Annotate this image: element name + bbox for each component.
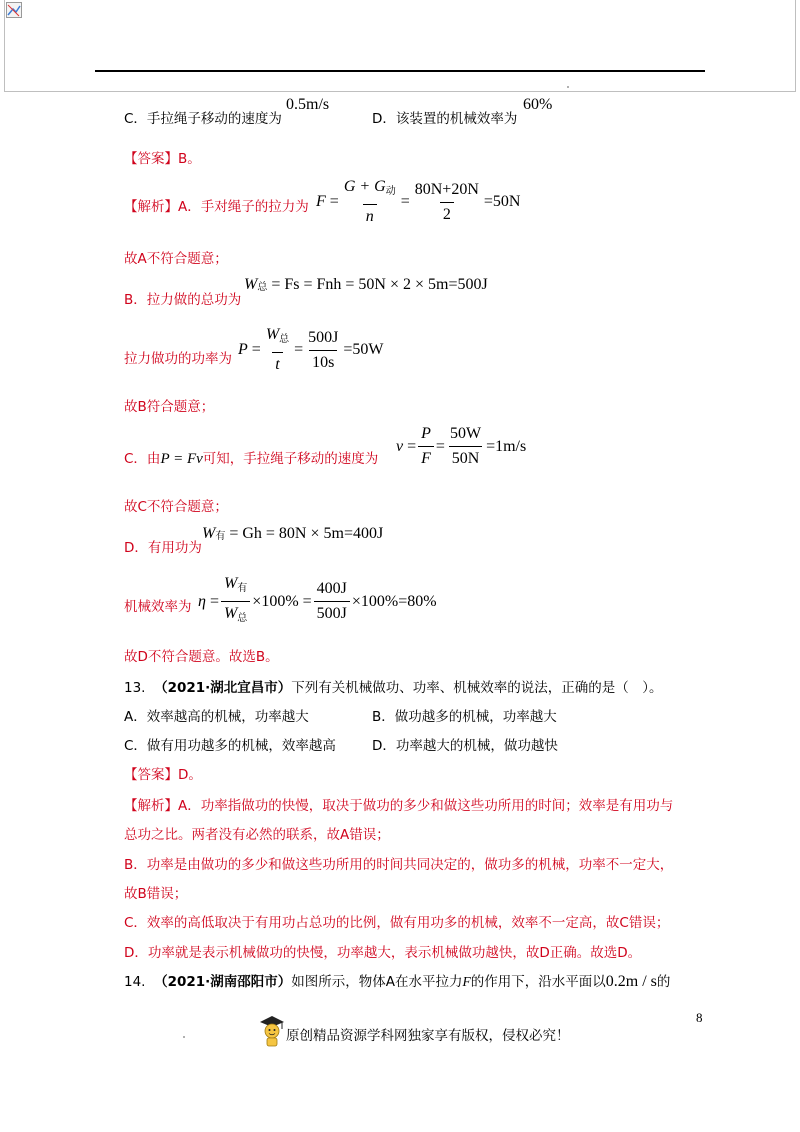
q13-analysis-line4: 故B错误； [124, 886, 188, 902]
q12-answer: 【答案】B。 [124, 151, 201, 167]
q12-analysis-a-equation: F = $\frac{G + G_动}{n}$ = $\frac{80N+20N}{2}$ =50N [316, 178, 521, 225]
q13-option-c: C．做有用功越多的机械，效率越高 [124, 738, 336, 754]
q12-analysis-d-equation: W 有 = Gh = 80N × 5m=400J [202, 525, 384, 542]
q12-analysis-c-conclusion: 故C不符合题意； [124, 499, 228, 515]
broken-image-icon [6, 2, 22, 18]
q14-stem: 14. （2021·湖南邵阳市）如图所示，物体A在水平拉力F的作用下，沿水平面以0.2m / s的 [124, 973, 671, 990]
page-number: 8 [696, 1010, 703, 1025]
q12-analysis-c-line: C．由P = Fv可知，手拉绳子移动的速度为 [124, 451, 379, 467]
q13-option-b: B．做功越多的机械，功率越大 [372, 709, 557, 725]
q13-option-d: D．功率越大的机械，做功越快 [372, 738, 558, 754]
q13-analysis-line6: D．功率就是表示机械做功的快慢，功率越大，表示机械做功越快，故D正确。故选D。 [124, 945, 642, 961]
q12-analysis-a-label: 【解析】A．手对绳子的拉力为 [124, 199, 309, 215]
q13-analysis-line1: 【解析】A．功率指做功的快慢，取决于做功的多少和做这些功所用的时间；效率是有用功与 [124, 798, 674, 814]
q12-option-d: D．该装置的机械效率为 [372, 111, 518, 127]
decorative-dot [183, 1036, 185, 1038]
q13-analysis-line5: C．效率的高低取决于有用功占总功的比例，做有用功多的机械，效率不一定高，故C错误； [124, 915, 670, 931]
footer-copyright: 原创精品资源学科网独家享有版权，侵权必究！ [286, 1028, 570, 1044]
q13-analysis-line2: 总功之比。两者没有必然的联系，故A错误； [124, 827, 390, 843]
q12-analysis-c-equation: v = $\frac{P}{F}$ = $\frac{50W}{50N}$ =1m/s [396, 425, 527, 467]
q12-option-d-value: 60% [523, 96, 553, 113]
q12-option-c-value: 0.5m/s [286, 96, 330, 113]
q12-analysis-b-label: B．拉力做的总功为 [124, 292, 242, 308]
page-header-frame [4, 0, 796, 92]
q12-analysis-d-eff-label: 机械效率为 [124, 599, 192, 615]
q13-option-a: A．效率越高的机械，功率越大 [124, 709, 309, 725]
q12-analysis-b-power-equation: P = $\frac{W_总}{t}$ = $\frac{500J}{10s}$ =50W [238, 326, 384, 373]
q12-option-c: C．手拉绳子移动的速度为 [124, 111, 282, 127]
q13-stem: 13. （2021·湖北宜昌市）下列有关机械做功、功率、机械效率的说法，正确的是（ ）。 [124, 680, 663, 696]
q13-analysis-line3: B．功率是由做功的多少和做这些功所用的时间共同决定的，做功多的机械，功率不一定大， [124, 857, 674, 873]
decorative-dot [567, 86, 569, 88]
q12-analysis-d-conclusion: 故D不符合题意。故选B。 [124, 649, 279, 665]
q12-analysis-a-conclusion: 故A不符合题意； [124, 251, 228, 267]
q12-analysis-b-equation: W 总 = Fs = Fnh = 50N × 2 × 5m=500J [244, 276, 488, 293]
q12-analysis-b-power-label: 拉力做功的功率为 [124, 351, 232, 367]
q12-analysis-d-eff-equation: η = $\frac{W_有}{W_总}$ ×100% = $\frac{400J}{500J}$ ×100%=80% [198, 574, 437, 629]
header-rule [95, 70, 705, 72]
q13-answer: 【答案】D。 [124, 767, 202, 783]
q12-analysis-d-label: D．有用功为 [124, 540, 202, 556]
q12-analysis-b-conclusion: 故B符合题意； [124, 399, 215, 415]
scholar-mascot-icon [258, 1014, 286, 1048]
